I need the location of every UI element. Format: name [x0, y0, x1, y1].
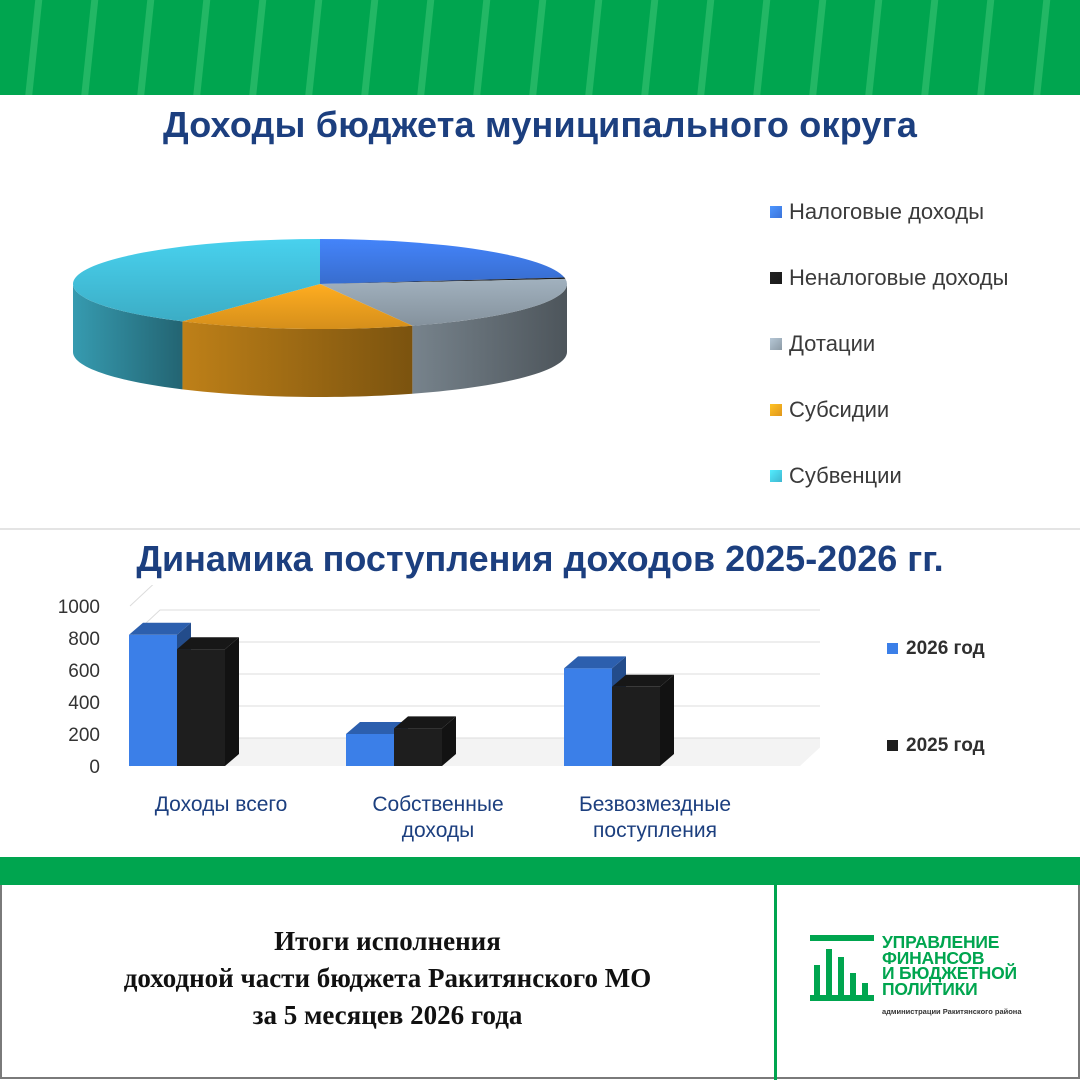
pie-legend-swatch	[770, 338, 782, 350]
logo-line-2: ФИНАНСОВ	[882, 947, 985, 968]
x-category-label-line: Доходы всего	[154, 793, 288, 816]
banner-stripe	[752, 0, 772, 95]
x-category-label	[328, 792, 548, 844]
logo-subtitle: администрации Ракитянского района	[882, 1007, 1022, 1016]
pie-chart-title: Доходы бюджета муниципального округа	[162, 104, 918, 145]
bar-gridline	[130, 610, 820, 638]
logo	[810, 932, 1060, 1016]
y-tick-label: 1000	[57, 597, 100, 618]
logo-wordmark	[882, 932, 1017, 999]
footer-caption	[20, 923, 755, 1034]
x-category-label-line: доходы	[401, 819, 475, 842]
bar-gridline	[130, 585, 820, 606]
pie-legend-item	[770, 193, 1008, 259]
footer-line-2: доходной части бюджета Ракитянского МО	[123, 963, 652, 993]
logo-emblem-icon	[810, 935, 876, 1001]
footer-line-1: Итоги исполнения	[274, 926, 501, 956]
banner-stripe	[696, 0, 716, 95]
banner-stripe	[360, 0, 380, 95]
x-category-label-line: Безвозмездные	[578, 793, 732, 816]
bar-3-2	[612, 675, 674, 766]
banner-stripe	[304, 0, 324, 95]
y-tick-label: 400	[68, 693, 100, 714]
x-category-label	[111, 792, 331, 818]
bar-legend-swatch	[887, 740, 898, 751]
banner-stripe	[640, 0, 660, 95]
pie-legend-swatch	[770, 206, 782, 218]
banner-stripe	[920, 0, 940, 95]
bar-legend-item	[887, 638, 985, 660]
banner-stripe	[976, 0, 996, 95]
pie-legend-swatch	[770, 272, 782, 284]
green-band	[0, 857, 1080, 885]
bar-marks	[129, 623, 674, 766]
banner-stripe	[1032, 0, 1052, 95]
pie-legend-swatch	[770, 470, 782, 482]
bar-legend-label: 2025 год	[906, 735, 985, 756]
pie-legend-label: Дотации	[789, 331, 876, 356]
pie-tops	[73, 239, 567, 329]
footer-line-3: за 5 месяцев 2026 года	[252, 1000, 523, 1030]
banner-stripe	[192, 0, 212, 95]
top-banner	[0, 0, 1080, 95]
section-divider	[0, 528, 1080, 530]
pie-chart	[50, 225, 590, 430]
x-category-label-line: Собственные	[372, 793, 504, 816]
pie-legend-swatch	[770, 404, 782, 416]
pie-legend	[770, 193, 1008, 523]
logo-line-1: УПРАВЛЕНИЕ	[882, 932, 1000, 952]
pie-legend-label: Субвенции	[789, 463, 902, 488]
pie-slice-4-side	[182, 321, 412, 397]
x-category-label-line: поступления	[593, 819, 717, 842]
banner-stripe	[528, 0, 548, 95]
bar-2-2	[394, 716, 456, 766]
bar-legend-swatch	[887, 643, 898, 654]
banner-stripe	[80, 0, 100, 95]
y-tick-label: 0	[89, 757, 100, 778]
pie-legend-item	[770, 457, 1008, 523]
y-tick-label: 200	[68, 725, 100, 746]
banner-stripe	[808, 0, 828, 95]
banner-stripe	[584, 0, 604, 95]
bar-legend-label: 2026 год	[906, 638, 985, 659]
x-category-label	[545, 792, 765, 844]
pie-legend-label: Налоговые доходы	[789, 199, 985, 224]
banner-stripe	[416, 0, 436, 95]
y-tick-label: 600	[68, 661, 100, 682]
banner-stripe	[24, 0, 44, 95]
bar-legend-item	[887, 735, 985, 757]
banner-stripe	[472, 0, 492, 95]
logo-line-4: ПОЛИТИКИ	[882, 978, 978, 999]
banner-stripe	[248, 0, 268, 95]
banner-stripe	[864, 0, 884, 95]
footer-divider	[774, 885, 777, 1080]
pie-legend-item	[770, 259, 1008, 325]
pie-legend-label: Неналоговые доходы	[789, 265, 1009, 290]
pie-slice-1	[320, 239, 564, 284]
bar-chart-title: Динамика поступления доходов 2025-2026 гг.	[136, 538, 944, 579]
bar-1-2	[177, 637, 239, 766]
pie-legend-item	[770, 391, 1008, 457]
footer	[0, 885, 1080, 1080]
pie-legend-item	[770, 325, 1008, 391]
pie-legend-label: Субсидии	[789, 397, 890, 422]
bar-chart	[40, 585, 820, 785]
banner-stripe	[136, 0, 156, 95]
logo-line-3: И БЮДЖЕТНОЙ	[882, 963, 1017, 983]
y-tick-label: 800	[68, 629, 100, 650]
